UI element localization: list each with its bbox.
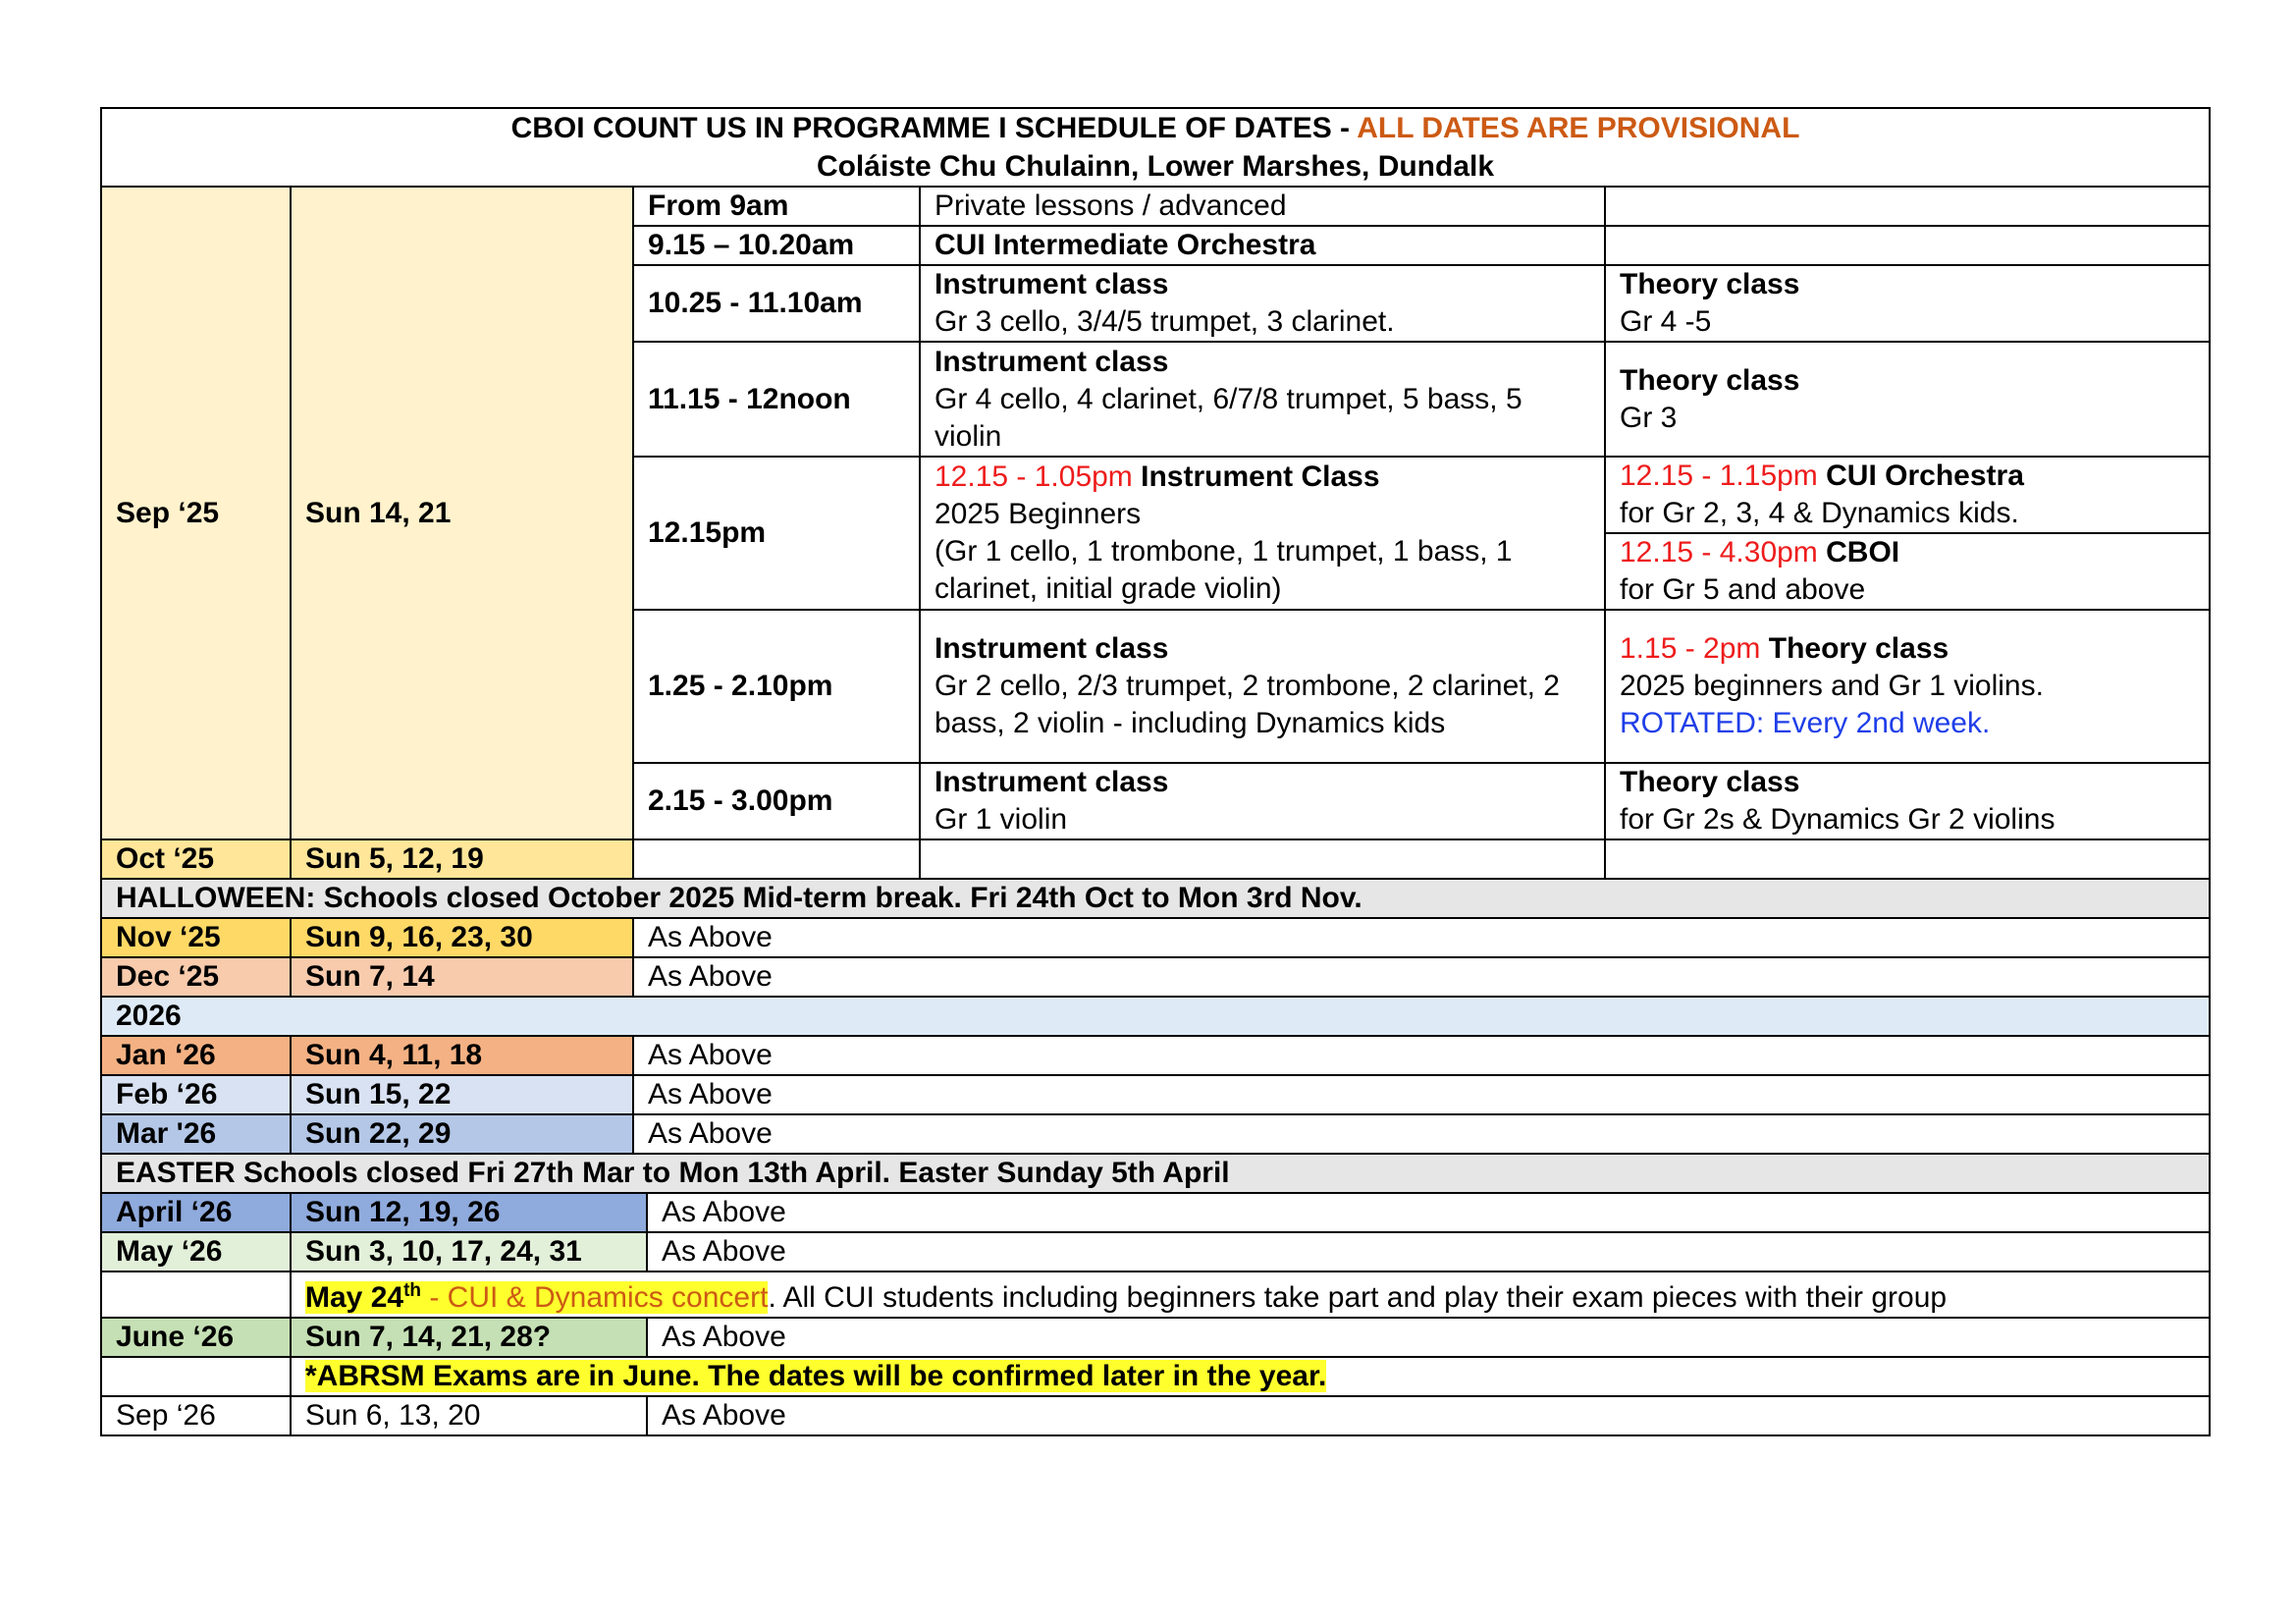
instrument-cell: [920, 342, 1605, 457]
sep26-row: [101, 1396, 2210, 1435]
abrsm-row: [101, 1357, 2210, 1396]
halloween-notice: HALLOWEEN: Schools closed October 2025 Mid-term break. Fri 24th Oct to Mon 3rd Nov.: [101, 879, 2210, 918]
halloween-row: [101, 879, 2210, 918]
instrument-title: Instrument class: [934, 268, 1169, 300]
note-cell: As Above: [647, 1232, 2210, 1271]
theory-time: 1.15 - 2pm: [1620, 632, 1761, 665]
orchestra-time: 12.15 - 1.15pm: [1620, 460, 1818, 492]
title-main: CBOI COUNT US IN PROGRAMME I SCHEDULE OF DATES -: [510, 112, 1358, 144]
theory-title: Theory class: [1620, 363, 1800, 397]
orchestra-cell: [1605, 457, 2210, 533]
jun-row: [101, 1318, 2210, 1357]
dates-cell: Sun 12, 19, 26: [291, 1193, 647, 1232]
dates-cell: Sun 22, 29: [291, 1114, 633, 1154]
time-cell: 2.15 - 3.00pm: [633, 763, 920, 839]
note-cell: As Above: [647, 1318, 2210, 1357]
may-row: [101, 1232, 2210, 1271]
empty-cell: [101, 1357, 291, 1396]
instrument-title: Instrument class: [934, 632, 1169, 665]
concert-cell: [291, 1271, 2210, 1318]
note-cell: As Above: [633, 957, 2210, 997]
theory-title: Theory class: [1620, 766, 1800, 798]
month-cell: April ‘26: [101, 1193, 291, 1232]
dates-cell: Sun 9, 16, 23, 30: [291, 918, 633, 957]
note-cell: As Above: [647, 1396, 2210, 1435]
time-cell: 10.25 - 11.10am: [633, 265, 920, 342]
apr-row: [101, 1193, 2210, 1232]
time-cell: From 9am: [633, 187, 920, 226]
dates-cell: Sun 7, 14: [291, 957, 633, 997]
abrsm-cell: [291, 1357, 2210, 1396]
instrument-desc: Gr 3 cello, 3/4/5 trumpet, 3 clarinet.: [934, 305, 1395, 338]
theory-cell: [1605, 763, 2210, 839]
theory-cell: [1605, 342, 2210, 457]
theory-title: Theory class: [1620, 268, 1800, 300]
instrument-title: Instrument Class: [1141, 460, 1380, 493]
concert-note: . All CUI students including beginners take part and play their exam pieces with their group: [768, 1281, 1948, 1314]
instrument-cell: [920, 763, 1605, 839]
instrument-line1: 2025 Beginners: [934, 498, 1142, 530]
empty-cell: [1605, 839, 2210, 879]
instrument-line2: (Gr 1 cello, 1 trombone, 1 trumpet, 1 bass, 1 clarinet, initial grade violin): [934, 535, 1513, 605]
month-cell: Sep ‘25: [101, 187, 291, 839]
note-cell: As Above: [633, 1036, 2210, 1075]
theory-cell: [1605, 265, 2210, 342]
schedule-title: [101, 108, 2210, 187]
month-cell: Sep ‘26: [101, 1396, 291, 1435]
feb-row: [101, 1075, 2210, 1114]
instrument-cell: [920, 457, 1605, 610]
instrument-cell: [920, 610, 1605, 763]
month-cell: Nov ‘25: [101, 918, 291, 957]
note-cell: As Above: [633, 918, 2210, 957]
note-cell: As Above: [633, 1075, 2210, 1114]
easter-row: [101, 1154, 2210, 1193]
instrument-desc: Gr 4 cello, 4 clarinet, 6/7/8 trumpet, 5 bass, 5 violin: [934, 382, 1522, 453]
time-cell: 1.25 - 2.10pm: [633, 610, 920, 763]
year-heading: 2026: [101, 997, 2210, 1036]
instrument-title: Instrument class: [934, 766, 1169, 798]
time-cell: 9.15 – 10.20am: [633, 226, 920, 265]
abrsm-notice: *ABRSM Exams are in June. The dates will be confirmed later in the year.: [305, 1360, 1327, 1392]
empty-cell: [920, 839, 1605, 879]
rotated-note: ROTATED: Every 2nd week.: [1620, 707, 1991, 739]
month-cell: May ‘26: [101, 1232, 291, 1271]
instrument-time: 12.15 - 1.05pm: [934, 460, 1133, 493]
orchestra-desc: for Gr 2, 3, 4 & Dynamics kids.: [1620, 497, 2019, 529]
concert-event: - CUI & Dynamics concert: [421, 1281, 769, 1314]
year-row: [101, 997, 2210, 1036]
dates-cell: Sun 14, 21: [291, 187, 633, 839]
sep-slot-row: [101, 187, 2210, 226]
theory-title: Theory class: [1768, 632, 1949, 665]
cboi-time: 12.15 - 4.30pm: [1620, 536, 1818, 568]
cboi-desc: for Gr 5 and above: [1620, 573, 1866, 606]
instrument-desc: Gr 1 violin: [934, 803, 1068, 836]
mar-row: [101, 1114, 2210, 1154]
empty-cell: [101, 1271, 291, 1318]
jan-row: [101, 1036, 2210, 1075]
desc-cell: CUI Intermediate Orchestra: [920, 226, 1605, 265]
instrument-cell: [920, 265, 1605, 342]
dates-cell: Sun 5, 12, 19: [291, 839, 633, 879]
oct-row: [101, 839, 2210, 879]
dec-row: [101, 957, 2210, 997]
orchestra-title: CUI Orchestra: [1826, 460, 2024, 492]
dates-cell: Sun 6, 13, 20: [291, 1396, 647, 1435]
schedule-table: [100, 107, 2211, 1436]
nov-row: [101, 918, 2210, 957]
cboi-title: CBOI: [1826, 536, 1900, 568]
dates-cell: Sun 7, 14, 21, 28?: [291, 1318, 647, 1357]
time-cell: 12.15pm: [633, 457, 920, 610]
theory-desc: for Gr 2s & Dynamics Gr 2 violins: [1620, 803, 2056, 836]
cboi-cell: [1605, 533, 2210, 610]
theory-desc: 2025 beginners and Gr 1 violins.: [1620, 670, 2044, 702]
dates-cell: Sun 4, 11, 18: [291, 1036, 633, 1075]
concert-date: May 24: [305, 1281, 404, 1314]
time-cell: 11.15 - 12noon: [633, 342, 920, 457]
note-cell: As Above: [647, 1193, 2210, 1232]
empty-cell: [1605, 226, 2210, 265]
month-cell: Dec ‘25: [101, 957, 291, 997]
note-cell: As Above: [633, 1114, 2210, 1154]
empty-cell: [633, 839, 920, 879]
concert-date-suffix: th: [403, 1280, 422, 1301]
title-subtitle: Coláiste Chu Chulainn, Lower Marshes, Dundalk: [816, 150, 1495, 183]
month-cell: Oct ‘25: [101, 839, 291, 879]
month-cell: June ‘26: [101, 1318, 291, 1357]
easter-notice: EASTER Schools closed Fri 27th Mar to Mon 13th April. Easter Sunday 5th April: [101, 1154, 2210, 1193]
month-cell: Feb ‘26: [101, 1075, 291, 1114]
desc-cell: Private lessons / advanced: [920, 187, 1605, 226]
instrument-title: Instrument class: [934, 345, 1169, 378]
dates-cell: Sun 3, 10, 17, 24, 31: [291, 1232, 647, 1271]
concert-row: [101, 1271, 2210, 1318]
empty-cell: [1605, 187, 2210, 226]
theory-desc: Gr 3: [1620, 401, 1678, 434]
title-provisional: ALL DATES ARE PROVISIONAL: [1357, 112, 1800, 144]
title-row: [101, 108, 2210, 187]
theory-desc: Gr 4 -5: [1620, 305, 1712, 338]
theory-cell: [1605, 610, 2210, 763]
dates-cell: Sun 15, 22: [291, 1075, 633, 1114]
month-cell: Jan ‘26: [101, 1036, 291, 1075]
instrument-desc: Gr 2 cello, 2/3 trumpet, 2 trombone, 2 clarinet, 2 bass, 2 violin - including Dynamics kids: [934, 670, 1560, 739]
month-cell: Mar '26: [101, 1114, 291, 1154]
